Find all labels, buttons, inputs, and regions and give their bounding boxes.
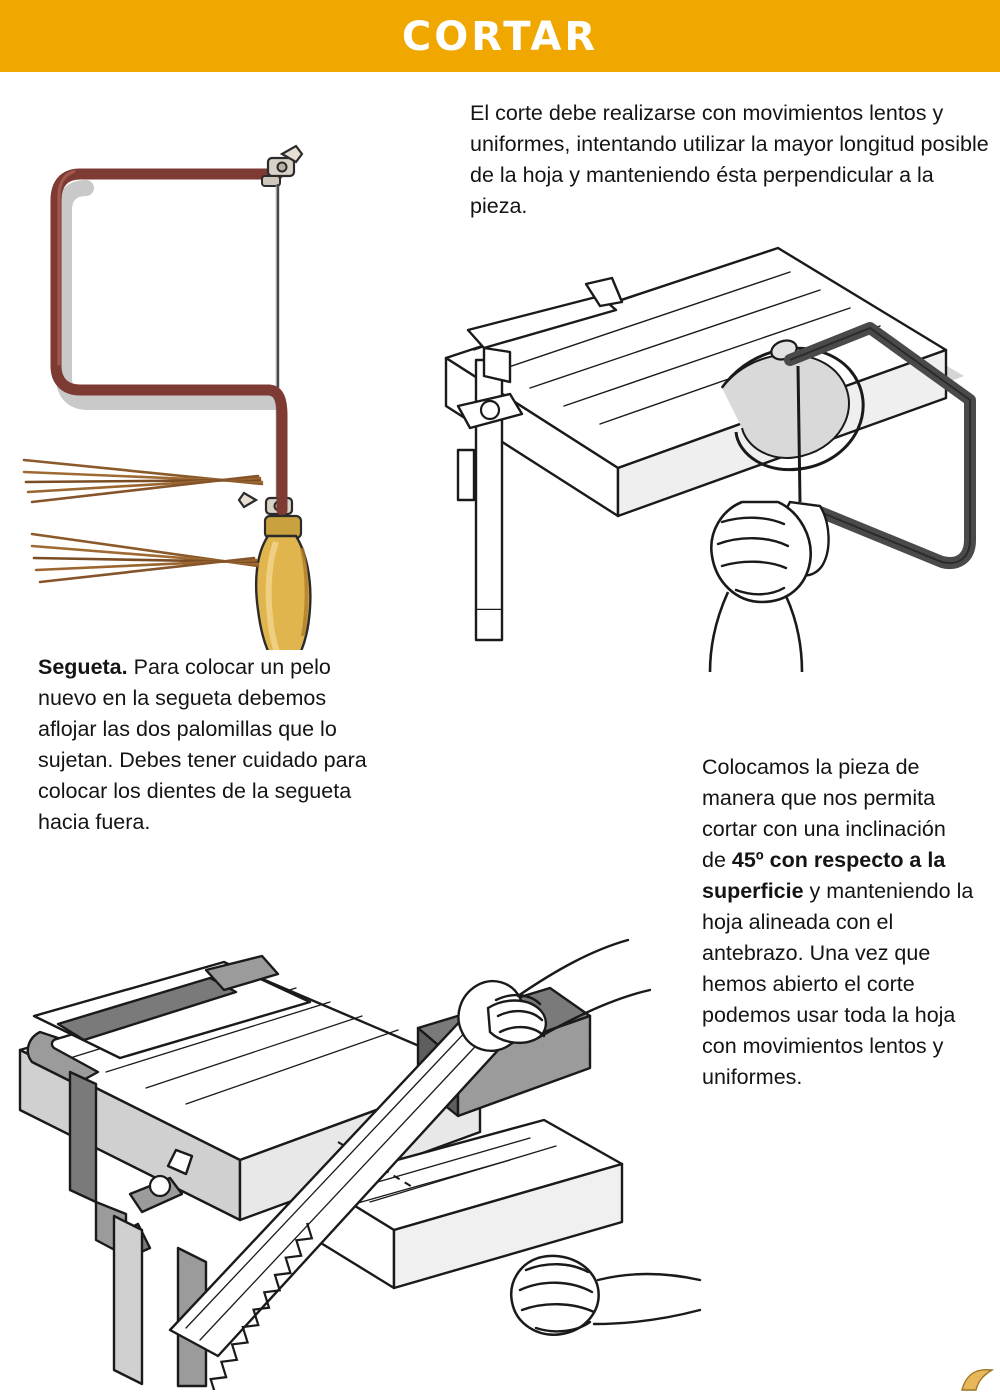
page-title: CORTAR	[401, 14, 599, 60]
intro-paragraph: El corte debe realizarse con movimientos lentos y uniformes, intentando utilizar la mayor longitud posible de la hoja y manteniendo ésta perpendicular a la pieza.	[470, 101, 995, 218]
page-curl-icon	[960, 1366, 994, 1392]
angle-caption	[702, 752, 980, 1093]
clamped-board-cut-illustration	[350, 210, 990, 680]
angle-caption-emphasis: 45º con respecto a la superficie	[702, 848, 952, 903]
coping-saw-illustration	[10, 130, 370, 650]
segueta-caption-body: Para colocar un pelo nuevo en la segueta debemos aflojar las dos palomillas que lo sujetan. Debes tener cuidado para colocar los dientes de la segueta hacia fuera.	[38, 655, 373, 834]
angle-caption-part1: Colocamos la pieza de manera que nos permita cortar con una inclinación de	[702, 755, 952, 872]
angle-caption-part2: y manteniendo la hoja alineada con el antebrazo. Una vez que hemos abierto el corte podemos usar toda la hoja con movimientos lentos y uniformes.	[702, 879, 980, 1089]
segueta-caption-lead: Segueta.	[38, 655, 128, 679]
page-header-bar	[0, 0, 1000, 72]
handsaw-miter-cut-illustration	[10, 810, 710, 1390]
